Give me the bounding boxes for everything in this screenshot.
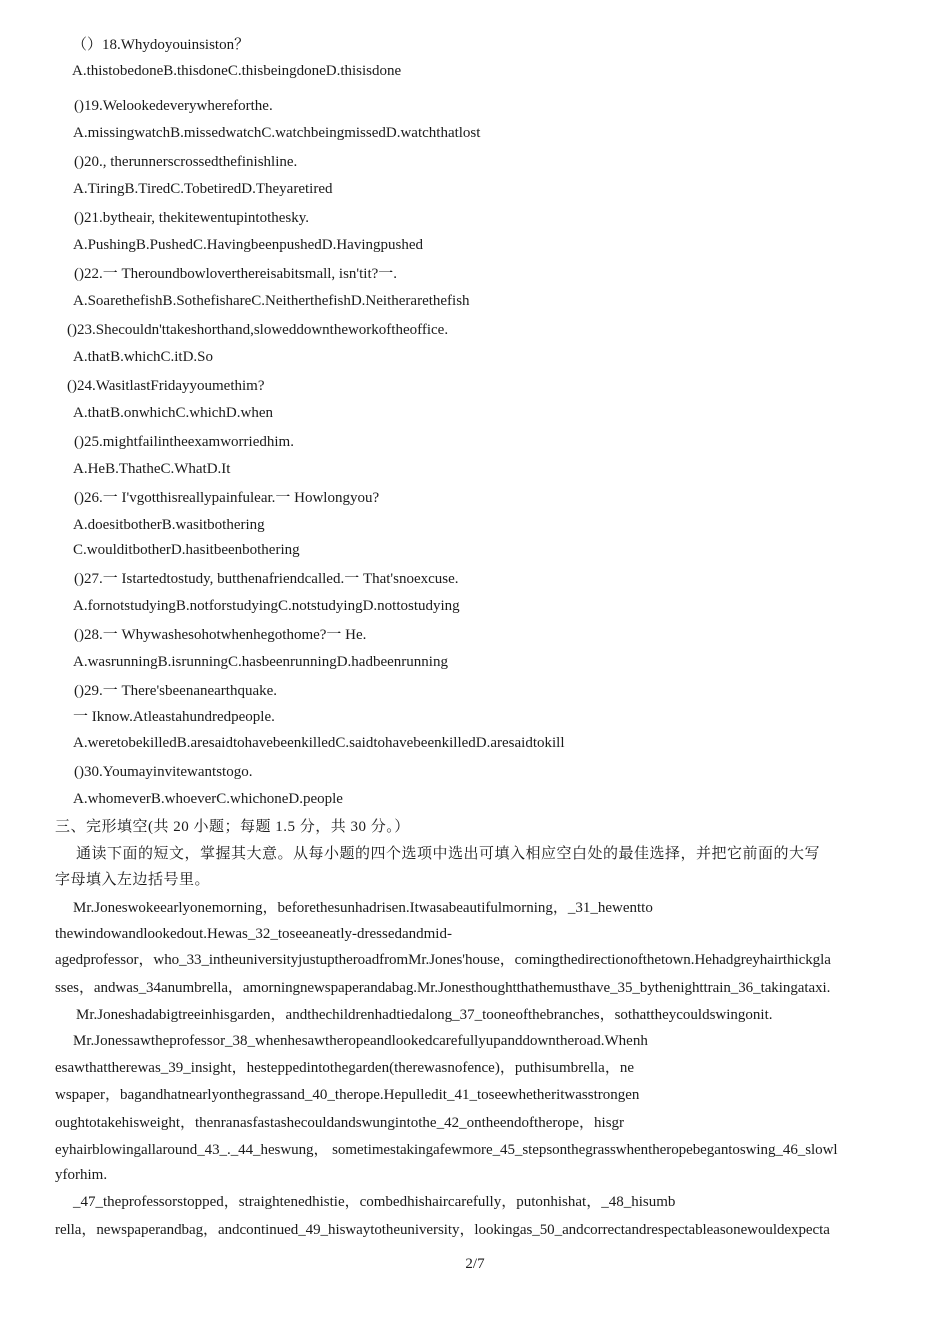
passage-line: oughtotakehisweight，thenranasfastashecouldandswungintothe_42_ontheendoftherope，hisgr [55, 1115, 625, 1131]
q29-stem: ()29.一 There'sbeenanearthquake. [74, 683, 278, 699]
q29-dialogue: 一 Iknow.Atleastahundredpeople. [73, 709, 275, 725]
passage-line: rella，newspaperandbag，andcontinued_49_hiswaytotheuniversity，lookingas_50_andcorrectandrespectableasonewouldexpecta [55, 1222, 830, 1238]
q21-stem: ()21.bytheair, thekitewentupintothesky. [74, 210, 310, 226]
section3-heading: 三、完形填空(共 20 小题；每题 1.5 分，共 30 分。） [55, 819, 410, 835]
passage-line: esawthattherewas_39_insight，hesteppedintothegarden(therewasnofence)，puthisumbrella，ne [55, 1060, 634, 1076]
q21-options: A.PushingB.PushedC.HavingbeenpushedD.Havingpushed [73, 237, 423, 253]
q25-options: A.HeB.ThatheC.WhatD.It [73, 461, 231, 477]
q23-options: A.thatB.whichC.itD.So [73, 349, 214, 365]
section3-instructions-line1: 通读下面的短文，掌握其大意。从每小题的四个选项中选出可填入相应空白处的最佳选择，并把它前面的大写 [76, 846, 821, 862]
q22-options: A.SoarethefishB.SothefishareC.NeitherthefishD.Neitherarethefish [73, 293, 470, 309]
q23-stem: ()23.Shecouldn'ttakeshorthand,sloweddowntheworkoftheoffice. [67, 322, 449, 338]
q25-stem: ()25.mightfailintheexamworriedhim. [74, 434, 294, 450]
q30-options: A.whomeverB.whoeverC.whichoneD.people [73, 791, 343, 807]
q30-stem: ()30.Youmayinvitewantstogo. [74, 764, 253, 780]
passage-line: agedprofessor，who_33_intheuniversityjustuptheroadfromMr.Jones'house，comingthedirectionofthetown.Hehadgreyhairthickgla [55, 952, 831, 968]
passage-line: wspaper，bagandhatnearlyonthegrassand_40_therope.Hepulledit_41_toseewhetheritwasstrongen [55, 1087, 640, 1103]
q18-options: A.thistobedoneB.thisdoneC.thisbeingdoneD.thisisdone [72, 63, 402, 79]
q27-options: A.fornotstudyingB.notforstudyingC.notstudyingD.nottostudying [73, 598, 460, 614]
q26-options-cd: C.woulditbotherD.hasitbeenbothering [73, 542, 300, 558]
q29-options: A.weretobekilledB.aresaidtohavebeenkilledC.saidtohavebeenkilledD.aresaidtokill [73, 735, 565, 751]
passage-line: yforhim. [55, 1167, 108, 1183]
q19-stem: ()19.Welookedeverywhereforthe. [74, 98, 273, 114]
q27-stem: ()27.一 Istartedtostudy, butthenafriendcalled.一 That'snoexcuse. [74, 571, 459, 587]
passage-line: Mr.Joneswokeearlyonemorning，beforethesunhadrisen.Itwasabeautifulmorning，_31_hewentto [73, 900, 653, 916]
q28-stem: ()28.一 Whywashesohotwhenhegothome?一 He. [74, 627, 367, 643]
q20-stem: ()20., therunnerscrossedthefinishline. [74, 154, 298, 170]
passage-line: _47_theprofessorstopped，straightenedhistie，combedhishaircarefully，putonhishat，_48_hisumb [73, 1194, 676, 1210]
passage-line: thewindowandlookedout.Hewas_32_toseeaneatly-dressedandmid- [55, 926, 452, 942]
q22-stem: ()22.一 Theroundbowloverthereisabitsmall, isn'tit?一. [74, 266, 398, 282]
q20-options: A.TiringB.TiredC.TobetiredD.Theyaretired [73, 181, 333, 197]
q24-options: A.thatB.onwhichC.whichD.when [73, 405, 273, 421]
page-number: 2/7 [465, 1256, 485, 1272]
q26-options-ab: A.doesitbotherB.wasitbothering [73, 517, 265, 533]
passage-line: Mr.Jonessawtheprofessor_38_whenhesawtheropeandlookedcarefullyupanddowntheroad.Whenh [73, 1033, 648, 1049]
passage-line: eyhairblowingallaround_43_._44_heswung， sometimestakingafewmore_45_stepsonthegrasswhentheropebegantoswing_46_slowl [55, 1142, 838, 1158]
passage-line: sses，andwas_34anumbrella，amorningnewspaperandabag.Mr.Jonesthoughtthathemusthave_35_bythenighttrain_36_takingataxi. [55, 980, 831, 996]
q19-options: A.missingwatchB.missedwatchC.watchbeingmissedD.watchthatlost [73, 125, 481, 141]
q18-stem: （）18.Whydoyouinsiston？ [72, 37, 250, 53]
q28-options: A.wasrunningB.isrunningC.hasbeenrunningD.hadbeenrunning [73, 654, 448, 670]
passage-line: Mr.Joneshadabigtreeinhisgarden，andthechildrenhadtiedalong_37_tooneofthebranches，sothattheycouldswingonit. [76, 1007, 773, 1023]
q26-stem: ()26.一 I'vgotthisreallypainfulear.一 Howlongyou? [74, 490, 380, 506]
q24-stem: ()24.WasitlastFridayyoumethim? [67, 378, 265, 394]
section3-instructions-line2: 字母填入左边括号里。 [55, 872, 211, 888]
